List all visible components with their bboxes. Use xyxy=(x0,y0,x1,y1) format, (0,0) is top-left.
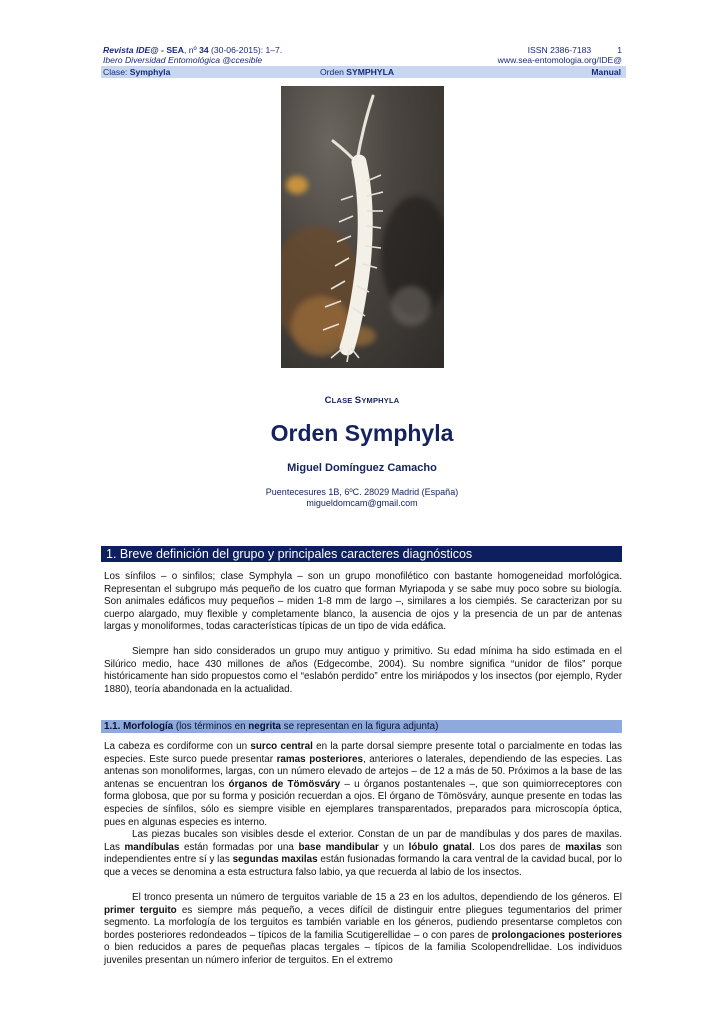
issue-number: 34 xyxy=(199,45,209,55)
bold-term: surco central xyxy=(250,741,313,752)
society-name: SEA xyxy=(166,45,184,55)
journal-subtitle: Ibero Diversidad Entomológica @ccesible xyxy=(103,55,263,65)
author-address: Puentecesures 1B, 6ºC. 28029 Madrid (España) xyxy=(265,487,459,497)
journal-website-link[interactable]: www.sea-entomologia.org/IDE@ xyxy=(497,55,622,65)
issue-date: (30-06-2015): 1–7. xyxy=(208,45,283,55)
journal-name: Revista IDE@ xyxy=(103,45,159,55)
header-band xyxy=(101,66,626,78)
page-title: Orden Symphyla xyxy=(270,420,454,446)
bold-term: primer terguito xyxy=(104,904,177,916)
journal-citation: Revista IDE@ - SEA, nº 34 (30-06-2015): 1–7. xyxy=(103,45,283,55)
bold-term: lóbulo gnatal xyxy=(408,841,472,853)
bold-term: mandíbulas xyxy=(124,841,180,853)
issn: ISSN 2386-7183 xyxy=(527,45,592,55)
header-orden: Orden SYMPHYLA xyxy=(320,67,395,77)
bold-term: maxilas xyxy=(565,841,602,853)
bold-term: órganos de Tömösváry xyxy=(228,778,341,790)
author-email-link[interactable]: migueldomcam@gmail.com xyxy=(306,498,418,508)
paragraph-definition: Los sínfilos – o sinfilos; clase Symphyla – son un grupo monofilético con bastante homogeneidad morfológica. Representan el subgrupo más pequeño de los cuatro que forman Myriapoda y se sabe muy poco sobre su biología. Son animales edáficos muy pequeños – miden 1-8 mm de largo –, similares a los ciempiés. Se caracterizan por su cuerpo alargado, muy flexible y completamente blanco, la ausencia de ojos y la presencia de un par de antenas largas y monoliformes, todas características típicas de un tipo de vida edáfica. xyxy=(104,571,622,633)
paragraph-head-morphology: La cabeza es cordiforme con un surco central en la parte dorsal siempre presente total o parcialmente en todas las especies. Este surco puede presentar ramas posteriores, anteriores o laterales, dependiendo de las especies. Las antenas son monoliformes, largas, con un número elevado de artejos – de 12 a más de 50. Próximos a la base de las antenas se encuentran los órganos de Tömösváry – u órganos postantenales –, que son quimiorreceptores con forma globosa, que por su forma y posición recuerdan a ojos. El órgano de Tömösváry, aunque presente en todas las especies de sínfilos, sólo es siempre visible en ejemplares transparentados, preparados para microscopía óptica, pues en algunas especies es interno. xyxy=(104,741,622,828)
bold-term: ramas posteriores xyxy=(276,753,363,765)
subsection-heading: 1.1. Morfología (los términos en negrita se representan en la figura adjunta) xyxy=(101,720,622,733)
author-address-block xyxy=(0,487,724,509)
symphylan-figure xyxy=(281,86,444,368)
paragraph-history: Siempre han sido considerados un grupo muy antiguo y primitivo. Su edad mínima ha sido estimada en el Silúrico medio, hace 430 millones de años (Edgecombe, 2004). Su nombre significa “unidor de filos” porque históricamente han sido propuestos como el “eslabón perdido” entre los miriápodos y los insectos (por ejemplo, Ryder 1880), teoría abandonada en la actualidad. xyxy=(104,646,622,695)
section-heading: 1. Breve definición del grupo y principales caracteres diagnósticos xyxy=(101,546,622,562)
author-name: Miguel Domínguez Camacho xyxy=(287,462,437,474)
bold-term: segundas maxilas xyxy=(232,854,318,866)
issn-and-page xyxy=(528,45,622,55)
page-number: 1 xyxy=(617,45,622,55)
clase-heading: CLASE SYMPHYLA xyxy=(324,395,400,406)
header-manual-label: Manual xyxy=(591,67,621,77)
symphylan-photo xyxy=(281,86,444,368)
paragraph-mouthparts: Las piezas bucales son visibles desde el exterior. Constan de un par de mandíbulas y dos pares de maxilas. Las mandíbulas están formadas por una base mandibular y un lóbulo gnatal. Los dos pares de maxilas son independientes entre sí y las segundas maxilas están fusionadas formando la cara ventral de la cavidad bucal, por lo que a veces se denomina a esta estructura falso labio, ya que recuerda al labio de los insectos. xyxy=(104,829,622,878)
bold-term: base mandibular xyxy=(298,841,379,853)
header-clase: Clase: Symphyla xyxy=(103,67,171,77)
paragraph-trunk: El tronco presenta un número de terguitos variable de 15 a 23 en los adultos, dependiendo de los géneros. El primer terguito es siempre más pequeño, a veces difícil de distinguir entre pliegues tegumentarios del primer segmento. La morfología de los terguitos es también variable en los géneros, pudiendo presentarse completos con bordes posteriores redondeados – típicos de la familia Scutigerellidae – o con pares de prolongaciones posteriores o bien reducidos a pares de pequeñas placas tergales – típicos de la familia Scolopendrellidae. Los individuos juveniles presentan un número inferior de terguitos. En el extremo xyxy=(104,892,623,966)
bold-term: prolongaciones posteriores xyxy=(491,929,622,941)
